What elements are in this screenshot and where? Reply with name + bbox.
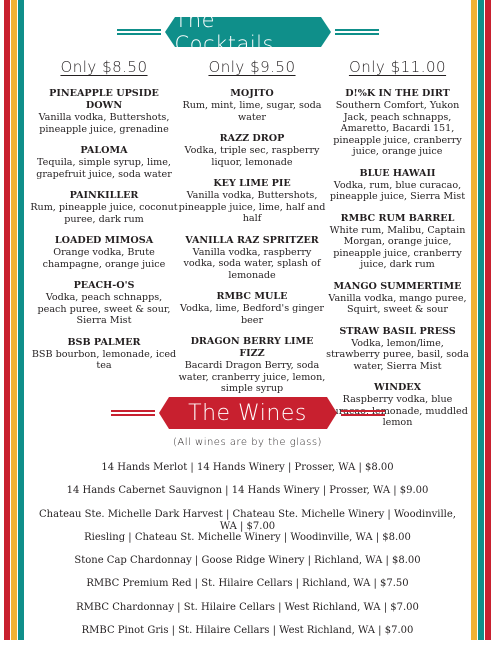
drink-item (30, 145, 178, 180)
drink-name: BLUE HAWAII (359, 167, 436, 179)
drink-name: VANILLA RAZ SPRITZER (185, 234, 319, 246)
left-stripes (0, 0, 24, 640)
drink-item (30, 190, 178, 225)
price-heading: Only $9.50 (208, 58, 296, 76)
wine-item: Stone Cap Chardonnay | Goose Ridge Winery | Richland, WA | $8.00 (74, 555, 421, 567)
drink-description: Vodka, lemon/lime, strawberry puree, basil, soda water, Sierra Mist (326, 337, 469, 372)
right-stripes (471, 0, 495, 640)
wine-item: RMBC Premium Red | St. Hilaire Cellars | Richland, WA | $7.50 (86, 578, 409, 590)
drink-item (178, 235, 326, 282)
drink-name: WINDEX (373, 382, 422, 393)
drink-name: D!%K IN THE DIRT (345, 88, 450, 99)
drink-item (178, 133, 326, 168)
wine-item: RMBC Chardonnay | St. Hilaire Cellars | West Richland, WA | $7.00 (76, 601, 419, 613)
wine-item: RMBC Pinot Gris | St. Hilaire Cellars | West Richland, WA | $7.00 (81, 625, 414, 637)
drink-description: Southern Comfort, Yukon Jack, peach schnapps, Amaretto, Bacardi 151, pineapple juice, cranberry juice, orange juice (333, 100, 462, 157)
drink-item (30, 337, 178, 372)
drink-name: PAINKILLER (69, 190, 139, 201)
cocktails-title: The Cocktails (175, 17, 321, 47)
drink-description: Orange vodka, Brute champagne, orange juice (42, 247, 166, 270)
drink-description: White rum, Malibu, Captain Morgan, orange juice, pineapple juice, cranberry juice, dark rum (329, 224, 466, 270)
drink-item (326, 326, 469, 373)
drink-name: PALOMA (80, 145, 128, 156)
drink-name: PEACH-O'S (73, 280, 135, 291)
drink-description: Vanilla vodka, raspberry vodka, soda water, splash of lemonade (183, 246, 321, 281)
stripe-red (485, 0, 491, 640)
drink-item (178, 336, 326, 395)
drink-name: RMBC MULE (216, 291, 288, 302)
drink-description: Vanilla vodka, Buttershots, pineapple juice, grenadine (38, 112, 170, 135)
price-heading: Only $8.50 (60, 58, 148, 76)
drink-description: Vodka, peach schnapps, peach puree, sweet & sour, Sierra Mist (37, 292, 171, 326)
wine-item: 14 Hands Cabernet Sauvignon | 14 Hands Winery | Prosser, WA | $9.00 (66, 485, 429, 497)
drink-description: Vodka, lime, Bedford's ginger beer (180, 303, 324, 326)
drink-description: Raspberry vodka, blue curacao, lemonade, muddled lemon (327, 394, 468, 428)
wine-item: 14 Hands Merlot | 14 Hands Winery | Prosser, WA | $8.00 (101, 462, 394, 473)
drink-item (326, 281, 469, 316)
banner-line-right (335, 29, 379, 35)
drink-name: STRAW BASIL PRESS (339, 325, 456, 337)
drink-name: DRAGON BERRY LIME FIZZ (190, 336, 314, 359)
wines-header (0, 397, 495, 429)
stripe-teal (18, 0, 24, 640)
drink-name: RAZZ DROP (219, 133, 285, 144)
drink-item (30, 280, 178, 327)
drink-description: Vodka, rum, blue curacao, pineapple juice, Sierra Mist (329, 179, 466, 202)
banner-line-left (111, 410, 155, 416)
cocktail-column-850 (30, 58, 178, 382)
drink-name: BSB PALMER (67, 336, 141, 348)
drink-name: KEY LIME PIE (213, 178, 291, 189)
drink-name: RMBC RUM BARREL (340, 212, 455, 224)
drink-description: Rum, pineapple juice, coconut puree, dark rum (30, 202, 178, 225)
drink-item (326, 88, 469, 158)
drink-name: MOJITO (230, 88, 274, 99)
drink-description: BSB bourbon, lemonade, iced tea (31, 348, 177, 371)
banner-line-right (341, 410, 385, 416)
stripe-red (4, 0, 10, 640)
wine-list (30, 462, 465, 648)
wine-item: Riesling | Chateau St. Michelle Winery | Woodinville, WA | $8.00 (84, 531, 411, 543)
drink-item (178, 178, 326, 225)
drink-description: Vanilla vodka, mango puree, Squirt, sweet & sour (328, 292, 467, 315)
stripe-teal (478, 0, 484, 640)
banner-line-left (117, 29, 161, 35)
price-heading: Only $11.00 (348, 58, 447, 76)
wines-title: The Wines (169, 397, 327, 429)
cocktails-header (0, 8, 495, 56)
drink-description: Vanilla vodka, Buttershots, pineapple juice, lime, half and half (178, 190, 326, 224)
stripe-gold (471, 0, 477, 640)
wine-item: Chateau Ste. Michelle Dark Harvest | Chateau Ste. Michelle Winery | Woodinville, WA | $7.00 (39, 508, 456, 532)
drink-description: Vodka, triple sec, raspberry liquor, lemonade (184, 145, 320, 168)
wines-subtitle: (All wines are by the glass) (173, 437, 322, 448)
drink-item (326, 213, 469, 271)
stripe-gold (11, 0, 17, 640)
cocktail-column-950 (178, 58, 326, 405)
drink-item (178, 88, 326, 123)
drink-description: Bacardi Dragon Berry, soda water, cranberry juice, lemon, simple syrup (178, 360, 326, 394)
cocktail-column-1100 (326, 58, 469, 439)
drink-name: PINEAPPLE UPSIDE DOWN (49, 88, 159, 111)
drink-item (30, 88, 178, 135)
drink-item (326, 168, 469, 203)
drink-item (30, 235, 178, 270)
drink-item (178, 291, 326, 326)
drink-name: LOADED MIMOSA (54, 235, 154, 246)
drink-name: MANGO SUMMERTIME (333, 280, 462, 292)
drink-description: Tequila, simple syrup, lime, grapefruit juice, soda water (36, 157, 172, 180)
drink-description: Rum, mint, lime, sugar, soda water (182, 100, 322, 123)
